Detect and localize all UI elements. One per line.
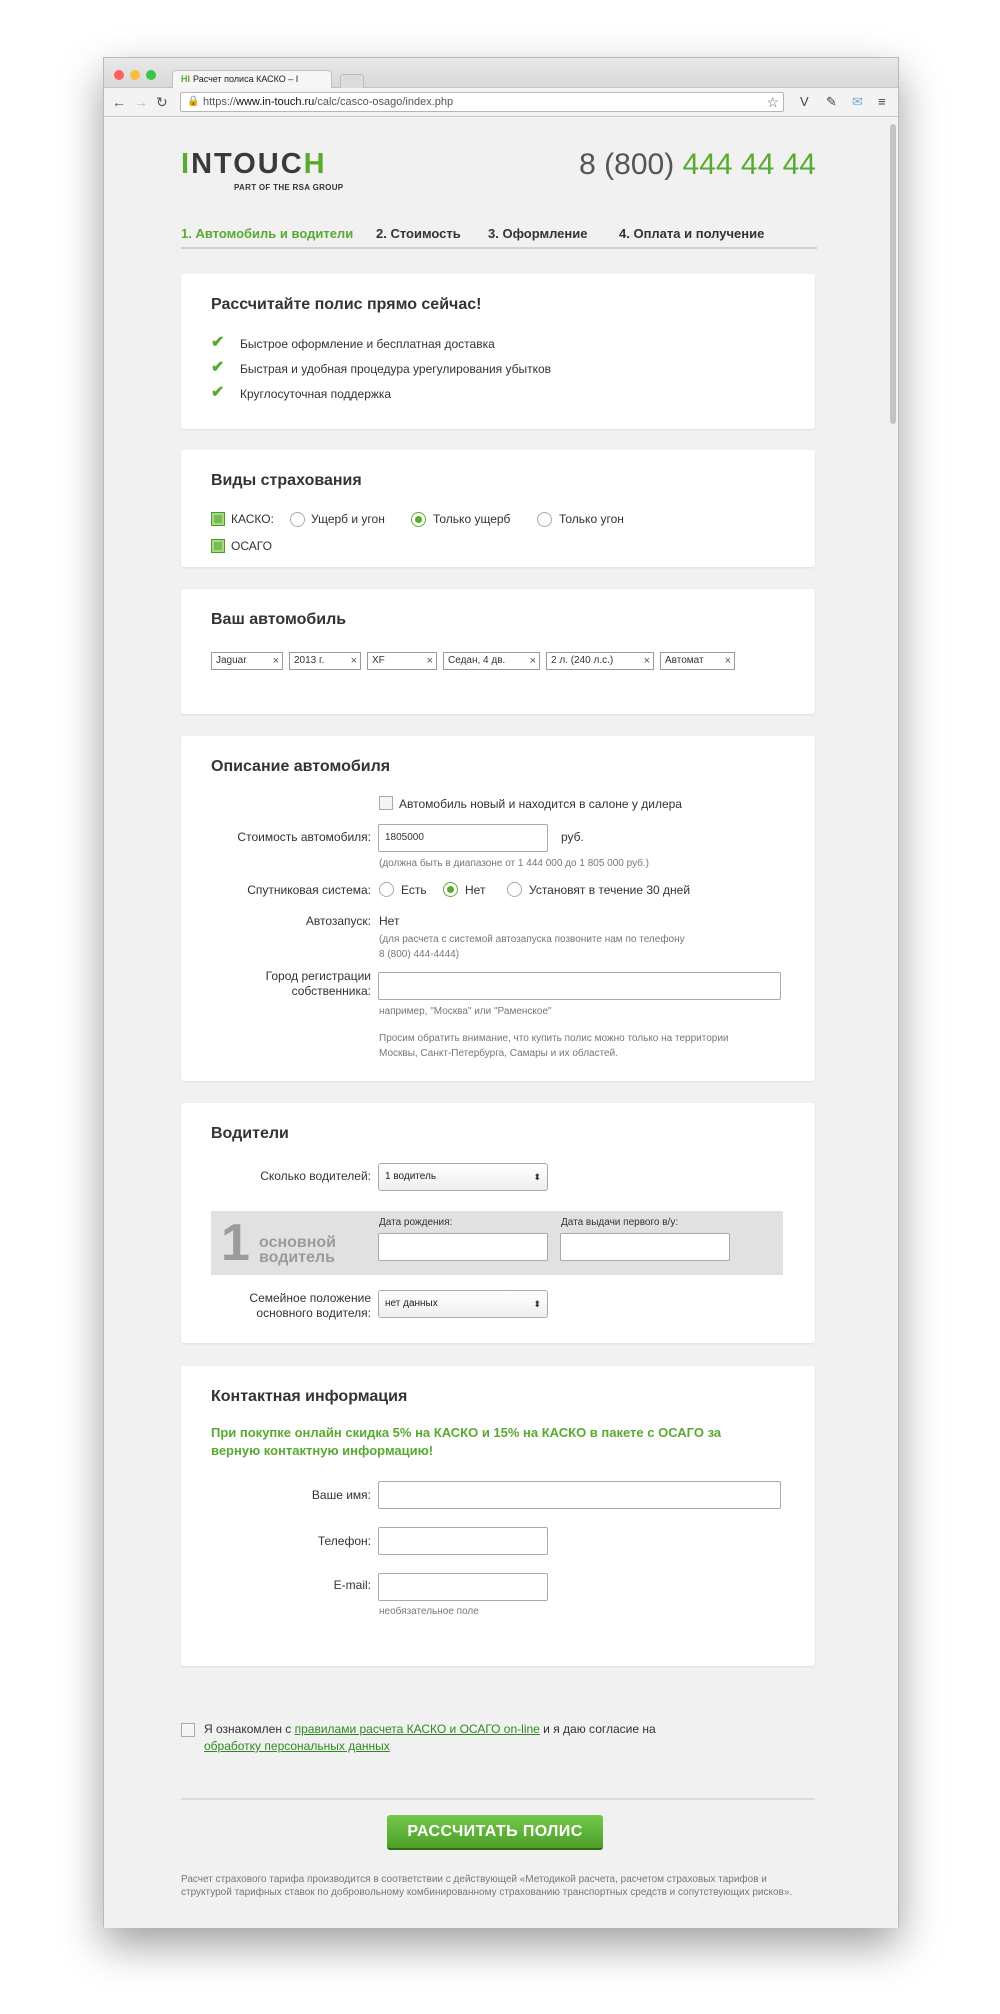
- extension-dropper-icon[interactable]: ✎: [826, 94, 837, 109]
- url-path: /calc/casco-osago/index.php: [314, 96, 454, 108]
- url-prefix: https://: [203, 96, 237, 108]
- bookmark-star-icon[interactable]: ☆: [766, 94, 779, 110]
- email-hint: необязательное поле: [379, 1606, 479, 1617]
- main-driver-label: основной водитель: [259, 1234, 337, 1266]
- driver-number: 1: [221, 1214, 250, 1272]
- intro-card: [181, 274, 815, 429]
- desc-title: Описание автомобиля: [211, 758, 391, 775]
- browser-toolbar: [104, 88, 898, 117]
- license-date-label: Дата выдачи первого в/у:: [561, 1217, 679, 1228]
- steps-nav: [181, 226, 817, 249]
- contact-title: Контактная информация: [211, 1388, 408, 1405]
- insurance-title: Виды страхования: [211, 472, 362, 489]
- radio-sat-no[interactable]: [443, 882, 458, 897]
- check-icon: ✔: [211, 334, 225, 351]
- family-status-select[interactable]: нет данных ⬍: [378, 1290, 548, 1318]
- radio-damage-only[interactable]: [411, 512, 426, 527]
- autostart-label: Автозапуск:: [305, 914, 371, 928]
- drivers-card: [181, 1103, 815, 1343]
- step-payment[interactable]: 4. Оплата и получение: [619, 226, 765, 241]
- license-date-input[interactable]: [560, 1233, 730, 1261]
- car-tags: [211, 652, 771, 672]
- select-arrows-icon: ⬍: [533, 1172, 541, 1182]
- email-label: E-mail:: [333, 1578, 371, 1592]
- browser-window: [103, 57, 899, 1927]
- cost-input[interactable]: 1805000: [378, 824, 548, 852]
- footer-disclaimer: Расчет страхового тарифа производится в соответствии с действующей «Методикой расчета, расчетом страховых тарифов и структурой тарифных ставок по добровольному комбинированному страхованию транспортных средств и сопутствующих рисков».: [181, 1874, 793, 1898]
- lock-icon: 🔒: [187, 96, 200, 107]
- sat-label: Спутниковая система:: [247, 883, 371, 897]
- car-title: Ваш автомобиль: [211, 611, 347, 628]
- remove-icon[interactable]: ×: [529, 655, 536, 667]
- select-arrows-icon: ⬍: [533, 1299, 541, 1309]
- car-tag[interactable]: XF ×: [367, 652, 437, 670]
- family-status-label: Семейное положение основного водителя:: [249, 1291, 371, 1320]
- name-input[interactable]: [378, 1481, 781, 1509]
- dob-input[interactable]: [378, 1233, 548, 1261]
- check-icon: ✔: [211, 359, 225, 376]
- remove-icon[interactable]: ×: [350, 655, 357, 667]
- osago-label: ОСАГО: [231, 539, 272, 553]
- dob-label: Дата рождения:: [379, 1217, 453, 1228]
- car-card: [181, 589, 815, 714]
- car-tag[interactable]: 2013 г. ×: [289, 652, 361, 670]
- tab-title: Расчет полиса КАСКО – I: [193, 74, 299, 84]
- benefit-item: Круглосуточная поддержка: [240, 387, 392, 401]
- calculate-button[interactable]: РАССЧИТАТЬ ПОЛИС: [387, 1815, 603, 1850]
- cost-unit: руб.: [561, 830, 584, 844]
- personal-data-link[interactable]: обработку персональных данных: [204, 1739, 390, 1753]
- main-driver-panel: [211, 1211, 783, 1275]
- radio-label: Нет: [465, 883, 486, 897]
- back-arrow-icon[interactable]: ←: [112, 94, 126, 110]
- radio-label: Ущерб и угон: [311, 512, 385, 526]
- phone-label: Телефон:: [317, 1534, 371, 1548]
- address-bar[interactable]: [180, 92, 784, 112]
- forward-arrow-icon[interactable]: →: [134, 94, 148, 110]
- contact-card: [181, 1366, 815, 1666]
- remove-icon[interactable]: ×: [724, 655, 731, 667]
- city-label: Город регистрации собственника:: [265, 969, 371, 998]
- minimize-window-button[interactable]: [130, 70, 140, 80]
- title-bar: [104, 58, 898, 88]
- osago-checkbox[interactable]: [211, 539, 225, 553]
- discount-promo: При покупке онлайн скидка 5% на КАСКО и 15% на КАСКО в пакете с ОСАГО за верную контактную информацию!: [211, 1425, 722, 1458]
- car-tag[interactable]: Автомат ×: [660, 652, 735, 670]
- step-registration[interactable]: 3. Оформление: [488, 226, 588, 241]
- page-content: [104, 118, 898, 1928]
- radio-sat-30days[interactable]: [507, 882, 522, 897]
- kasko-label: КАСКО:: [231, 512, 274, 526]
- radio-label: Только угон: [559, 512, 624, 526]
- remove-icon[interactable]: ×: [643, 655, 650, 667]
- step-cost[interactable]: 2. Стоимость: [376, 226, 461, 241]
- mail-icon[interactable]: ✉: [852, 94, 863, 109]
- favicon-icon: HI: [181, 74, 190, 84]
- cost-label: Стоимость автомобиля:: [237, 830, 371, 844]
- logo-subtitle: PART OF THE RSA GROUP: [234, 183, 344, 192]
- radio-sat-yes[interactable]: [379, 882, 394, 897]
- extension-v-icon[interactable]: V: [800, 94, 809, 109]
- email-input[interactable]: [378, 1573, 548, 1601]
- divider: [181, 1798, 815, 1800]
- cost-hint: (должна быть в диапазоне от 1 444 000 до 1 805 000 руб.): [379, 858, 650, 869]
- radio-theft-only[interactable]: [537, 512, 552, 527]
- new-car-label: Автомобиль новый и находится в салоне у дилера: [399, 797, 682, 811]
- zoom-window-button[interactable]: [146, 70, 156, 80]
- scrollbar[interactable]: [890, 124, 896, 424]
- insurance-card: [181, 450, 815, 567]
- benefit-item: Быстрая и удобная процедура урегулирования убытков: [240, 362, 552, 376]
- city-input[interactable]: [378, 972, 781, 1000]
- drivers-count-label: Сколько водителей:: [260, 1169, 371, 1183]
- new-tab-button[interactable]: [340, 74, 364, 88]
- header-phone: 8 (800) 444 44 44: [579, 148, 816, 181]
- autostart-hint: (для расчета с системой автозапуска позвоните нам по телефону 8 (800) 444-4444): [379, 934, 685, 960]
- kasko-checkbox[interactable]: [211, 512, 225, 526]
- name-label: Ваше имя:: [311, 1488, 371, 1502]
- menu-icon[interactable]: ≡: [878, 94, 886, 109]
- step-car-drivers[interactable]: 1. Автомобиль и водители: [181, 226, 354, 241]
- car-description-card: [181, 736, 815, 1081]
- agree-checkbox[interactable]: [181, 1723, 195, 1737]
- agreement-text: Я ознакомлен с правилами расчета КАСКО и ОСАГО on-line и я даю согласие на обработку персональных данных: [204, 1722, 656, 1753]
- logo[interactable]: INTOUCH: [181, 148, 327, 180]
- close-window-button[interactable]: [114, 70, 124, 80]
- radio-label: Установят в течение 30 дней: [529, 883, 691, 897]
- city-note: Просим обратить внимание, что купить полис можно только на территории Москвы, Санкт-Петербурга, Самары и их областей.: [379, 1033, 729, 1059]
- phone-input[interactable]: [378, 1527, 548, 1555]
- radio-damage-theft[interactable]: [290, 512, 305, 527]
- autostart-value: Нет: [379, 914, 400, 928]
- check-icon: ✔: [211, 384, 225, 401]
- city-hint: например, "Москва" или "Раменское": [379, 1006, 552, 1017]
- drivers-count-select[interactable]: 1 водитель ⬍: [378, 1163, 548, 1191]
- url-domain: www.in-touch.ru: [236, 96, 315, 108]
- remove-icon[interactable]: ×: [426, 655, 433, 667]
- car-tag[interactable]: 2 л. (240 л.с.) ×: [546, 652, 654, 670]
- new-car-checkbox[interactable]: [379, 796, 393, 810]
- car-tag[interactable]: Jaguar ×: [211, 652, 283, 670]
- radio-label: Есть: [401, 883, 427, 897]
- benefit-item: Быстрое оформление и бесплатная доставка: [240, 337, 495, 351]
- reload-icon[interactable]: ↻: [156, 94, 168, 110]
- intro-title: Рассчитайте полис прямо сейчас!: [211, 296, 482, 313]
- remove-icon[interactable]: ×: [272, 655, 279, 667]
- browser-tab[interactable]: [172, 70, 332, 89]
- rules-link[interactable]: правилами расчета КАСКО и ОСАГО on-line: [294, 1722, 540, 1736]
- car-tag[interactable]: Седан, 4 дв. ×: [443, 652, 540, 670]
- drivers-title: Водители: [211, 1125, 289, 1142]
- radio-label: Только ущерб: [433, 512, 511, 526]
